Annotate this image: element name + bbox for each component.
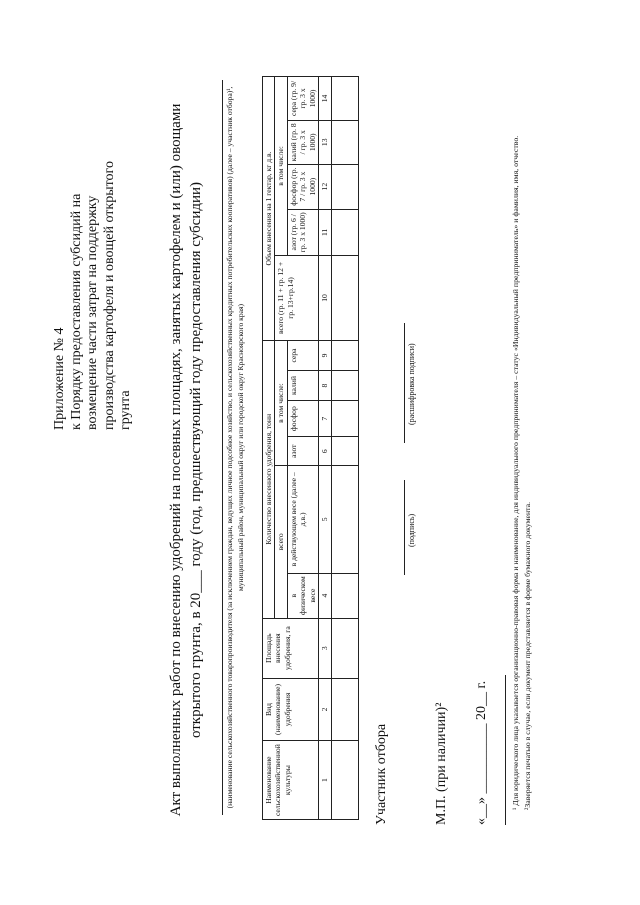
header-sulfur: сера [287, 340, 318, 370]
column-number: 9 [319, 340, 332, 370]
header-phosphorus: фосфор [287, 401, 318, 437]
column-number: 12 [319, 164, 332, 209]
column-number: 5 [319, 466, 332, 574]
signature-decode-line [404, 323, 405, 443]
footnote-divider [505, 675, 506, 825]
signature-line [404, 480, 405, 575]
header-volume-per-hectare: Объем внесения на 1 гектар, кг д.в. [263, 77, 275, 341]
header-per-ha-including: в том числе: [275, 77, 287, 256]
stamp-label: М.П. (при наличии)² [434, 702, 449, 825]
column-number: 8 [319, 371, 332, 401]
header-fertilizer-type: Вид (наименование) удобрения [263, 678, 319, 741]
header-phosphorus-per-ha: фосфор (гр. 7 / гр. 3 х 1000) [287, 164, 318, 209]
header-potassium: калий [287, 371, 318, 401]
appendix-header [52, 130, 135, 430]
header-area: Площадь внесения удобрения, га [263, 618, 319, 678]
footnote-1: ¹ Для юридического лица указывается организационно-правовая форма и наименование, для индивидуального предпринимателя – статус «Индивидуальный предприниматель» и фамилия, имя, отчество. [511, 135, 520, 810]
header-crop: Наименование сельскохозяйственной культуры [263, 741, 319, 820]
column-number: 6 [319, 437, 332, 466]
column-number: 11 [319, 209, 332, 255]
signature-caption: (подпись) [407, 513, 416, 547]
header-per-ha-total: всего (гр. 11 + гр. 12 + гр. 13+гр.14) [275, 255, 319, 340]
header-potassium-per-ha: калий (гр. 8 / гр. 3 х 1000) [287, 120, 318, 164]
fertilizer-table [262, 76, 359, 820]
column-number: 2 [319, 678, 332, 741]
column-number: 3 [319, 618, 332, 678]
column-number: 1 [319, 741, 332, 820]
date-line: «__» __________ 20__ г. [474, 680, 489, 825]
column-number: 4 [319, 573, 332, 618]
footnote-2: ²Заверяется печатью в случае, если документ представляется в форме бумажного документа. [523, 501, 532, 810]
header-including: в том числе: [275, 340, 287, 465]
organization-caption: (наименование сельскохозяйственного товаропроизводителя (за исключением граждан, ведущих личное подсобное хозяйство, и сельскохозяйственных кредитных потребительских кооперативов) (далее – участник отбора)¹, муниципальный район, муниципальный округ или городской округ Красноярского края) [225, 86, 245, 809]
table-row [332, 77, 359, 820]
column-number: 7 [319, 401, 332, 437]
footnotes [511, 70, 535, 810]
header-total: всего [275, 466, 287, 619]
header-sulfur-per-ha: сера (гр. 9/ гр. 3 х 1000) [287, 77, 318, 121]
column-number: 10 [319, 255, 332, 340]
header-active-weight: в действующем весе (далее – д.в.) [287, 466, 318, 574]
column-number: 14 [319, 77, 332, 121]
appendix-number: Приложение № 4 [52, 327, 67, 430]
header-nitrogen-per-ha: азот (гр. 6 / гр. 3 х 1000) [287, 209, 318, 255]
header-physical-weight: в физическом весе [287, 573, 318, 618]
participant-label: Участник отбора [374, 723, 389, 825]
signature-decode-caption: (расшифровка подписи) [407, 343, 416, 425]
appendix-reference: к Порядку предоставления субсидий на возмещение части затрат на поддержку производства картофеля и овощей открытого грунта [68, 161, 133, 430]
act-title: Акт выполненных работ по внесению удобрений на посевных площадях, занятых картофелем и (или) овощами открытого грунта, в 20___ году (год, предшествующий году предоставления субсидии) [168, 103, 204, 817]
organization-name-line [222, 80, 223, 815]
column-number: 13 [319, 120, 332, 164]
header-nitrogen: азот [287, 437, 318, 466]
header-fertilizer-amount: Количество внесенного удобрения, тонн [263, 340, 275, 618]
